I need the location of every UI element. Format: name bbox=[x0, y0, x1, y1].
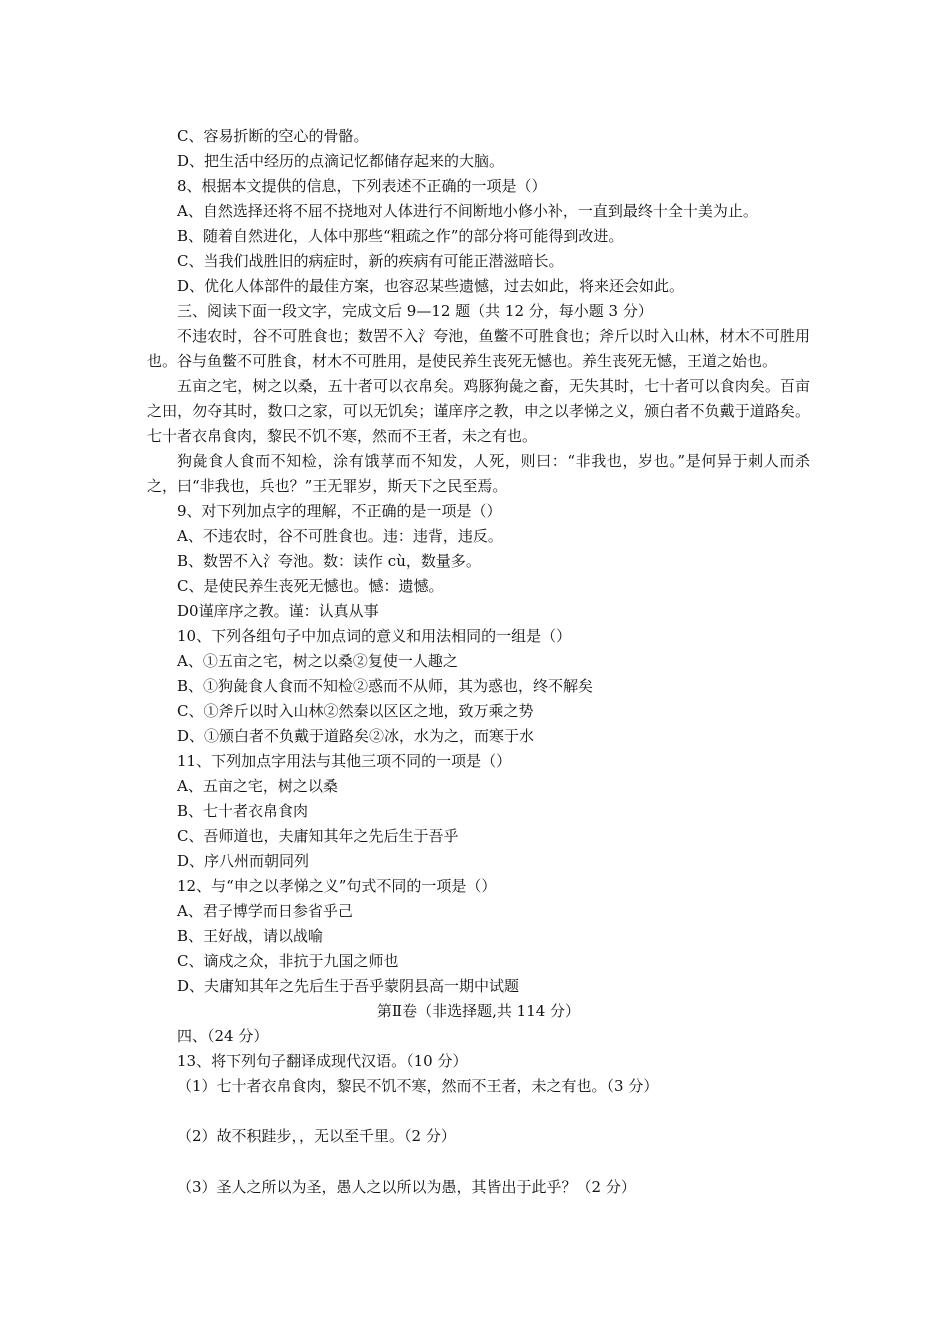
passage-paragraph-2: 五亩之宅，树之以桑，五十者可以衣帛矣。鸡豚狗彘之畜，无失其时，七十者可以食肉矣。百亩之田，勿夺其时，数口之家，可以无饥矣；谨庠序之教，申之以孝悌之义，颁白者不负戴于道路矣。七十者衣帛食肉，黎民不饥不寒，然而不王者，未之有也。 bbox=[147, 377, 810, 445]
q8-option-a: A、自然选择还将不屈不挠地对人体进行不间断地小修小补，一直到最终十全十美为止。 bbox=[177, 202, 758, 220]
q7-option-c: C、容易折断的空心的骨骼。 bbox=[177, 127, 369, 145]
q9-option-d: D0谨庠序之教。谨：认真从事 bbox=[177, 602, 379, 620]
q12-option-c: C、谪戍之众，非抗于九国之师也 bbox=[177, 952, 399, 970]
q11-option-d: D、序八州而朝同列 bbox=[177, 852, 310, 870]
q10-option-c: C、①斧斤以时入山林②然秦以区区之地，致万乘之势 bbox=[177, 702, 534, 720]
passage-paragraph-1: 不违农时，谷不可胜食也；数罟不入氵夸池，鱼鳖不可胜食也；斧斤以时入山林，材木不可胜用也。谷与鱼鳖不可胜食，材木不可胜用，是使民养生丧死无憾也。养生丧死无憾，王道之始也。 bbox=[147, 327, 810, 370]
q12-option-b: B、王好战，请以战喻 bbox=[177, 927, 324, 945]
q10-stem: 10、下列各组句子中加点词的意义和用法相同的一组是（） bbox=[177, 627, 572, 645]
q12-stem: 12、与“申之以孝悌之义”句式不同的一项是（） bbox=[177, 877, 497, 895]
q12-option-a: A、君子博学而日参省乎己 bbox=[177, 902, 353, 920]
q8-option-b: B、随着自然进化，人体中那些“粗疏之作”的部分将可能得到改进。 bbox=[177, 227, 624, 245]
q11-stem: 11、下列加点字用法与其他三项不同的一项是（） bbox=[177, 752, 512, 770]
q8-option-c: C、当我们战胜旧的病症时，新的疾病有可能正潜滋暗长。 bbox=[177, 252, 564, 270]
q9-option-a: A、不违农时，谷不可胜食也。违：违背，违反。 bbox=[177, 527, 503, 545]
q9-option-c: C、是使民养生丧死无憾也。憾：遗憾。 bbox=[177, 577, 444, 595]
q11-option-c: C、吾师道也，夫庸知其年之先后生于吾乎 bbox=[177, 827, 459, 845]
q13-item-1: （1）七十者衣帛食肉，黎民不饥不寒，然而不王者，未之有也。（3 分） bbox=[177, 1077, 659, 1095]
q8-stem: 8、根据本文提供的信息，下列表述不正确的一项是（） bbox=[177, 177, 547, 195]
q13-item-3: （3）圣人之所以为圣，愚人之以所以为愚，其皆出于此乎？（2 分） bbox=[177, 1178, 636, 1196]
q10-option-b: B、①狗彘食人食而不知检②惑而不从师，其为惑也，终不解矣 bbox=[177, 677, 594, 695]
answer-space bbox=[147, 1099, 810, 1124]
q12-option-d: D、夫庸知其年之先后生于吾乎蒙阴县高一期中试题 bbox=[177, 977, 520, 995]
q9-stem: 9、对下列加点字的理解，不正确的是一项是（） bbox=[177, 502, 502, 520]
q7-option-d: D、把生活中经历的点滴记忆都储存起来的大脑。 bbox=[177, 152, 505, 170]
section4-heading: 四、（24 分） bbox=[177, 1027, 269, 1045]
q8-option-d: D、优化人体部件的最佳方案，也容忍某些遗憾，过去如此，将来还会如此。 bbox=[177, 277, 685, 295]
q11-option-b: B、七十者衣帛食肉 bbox=[177, 802, 309, 820]
q10-option-d: D、①颁白者不负戴于道路矣②冰，水为之，而寒于水 bbox=[177, 727, 535, 745]
q13-stem: 13、将下列句子翻译成现代汉语。（10 分） bbox=[177, 1052, 468, 1070]
answer-space bbox=[147, 1149, 810, 1175]
document-body bbox=[147, 124, 810, 1200]
passage-paragraph-3: 狗彘食人食而不知检，涂有饿莩而不知发，人死，则曰：“非我也，岁也。”是何异于刺人而杀之，曰“非我也，兵也？”王无罪岁，斯天下之民至焉。 bbox=[147, 452, 810, 495]
q9-option-b: B、数罟不入氵夸池。数：读作 cù，数量多。 bbox=[177, 552, 481, 570]
q10-option-a: A、①五亩之宅，树之以桑②复使一人趣之 bbox=[177, 652, 458, 670]
part2-title: 第Ⅱ卷（非选择题,共 114 分） bbox=[376, 1002, 581, 1020]
q13-item-2: （2）故不积跬步，，无以至千里。（2 分） bbox=[177, 1127, 456, 1145]
q11-option-a: A、五亩之宅，树之以桑 bbox=[177, 777, 338, 795]
section3-heading: 三、阅读下面一段文字，完成文后 9—12 题（共 12 分，每小题 3 分） bbox=[177, 302, 653, 320]
